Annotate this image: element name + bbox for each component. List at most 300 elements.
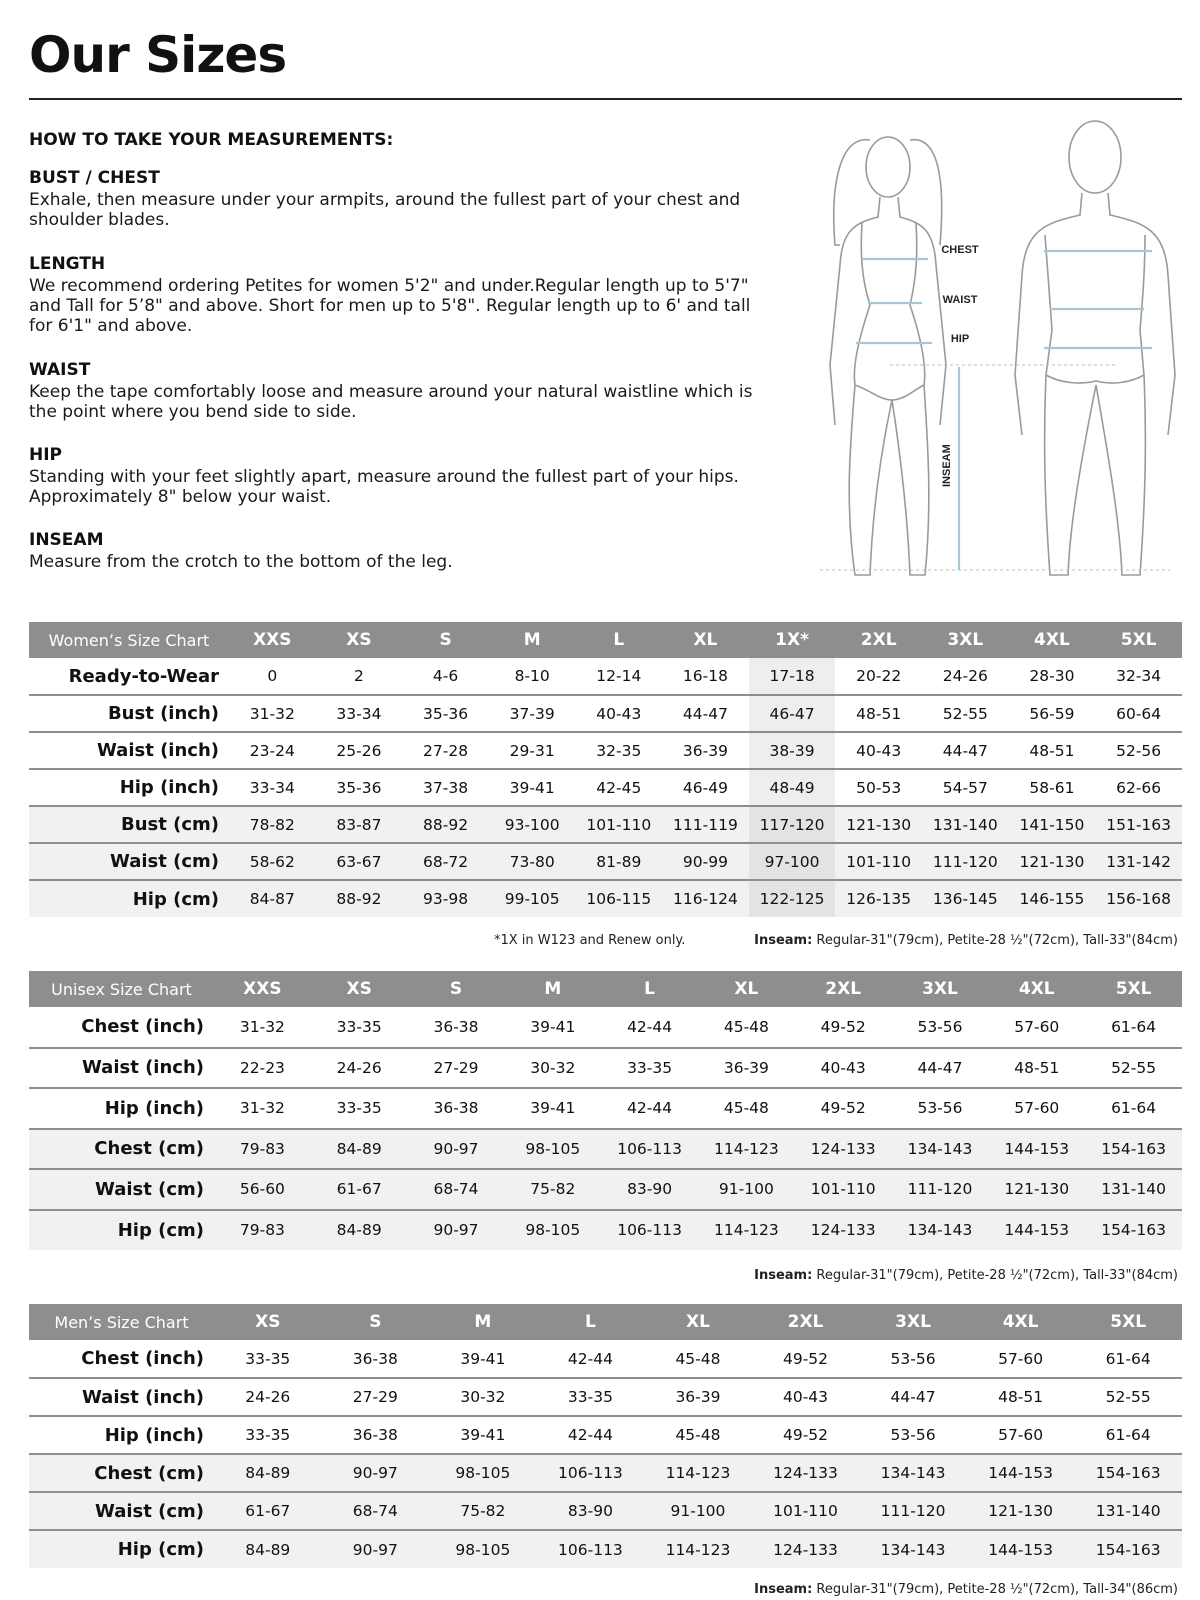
table-header-row bbox=[29, 1304, 1182, 1340]
section-heading: WAIST bbox=[29, 360, 91, 380]
size-header: 5XL bbox=[1095, 622, 1182, 658]
size-value: 48-49 bbox=[749, 769, 836, 806]
size-value: 27-28 bbox=[402, 732, 489, 769]
size-value: 58-61 bbox=[1009, 769, 1096, 806]
size-header: XXS bbox=[214, 971, 311, 1007]
size-header: 4XL bbox=[967, 1304, 1075, 1340]
size-value: 134-143 bbox=[892, 1129, 989, 1170]
size-value: 106-113 bbox=[601, 1129, 698, 1170]
size-value: 131-140 bbox=[1074, 1492, 1182, 1530]
size-value: 61-67 bbox=[214, 1492, 322, 1530]
size-header: XS bbox=[214, 1304, 322, 1340]
section-bust-chest bbox=[29, 168, 769, 230]
size-value: 33-35 bbox=[214, 1416, 322, 1454]
section-text: Exhale, then measure under your armpits, around the fullest part of your chest and shoulder blades. bbox=[29, 190, 741, 230]
size-value: 106-113 bbox=[537, 1454, 645, 1492]
size-value: 42-44 bbox=[537, 1416, 645, 1454]
size-header: XS bbox=[311, 971, 408, 1007]
size-value: 57-60 bbox=[967, 1416, 1075, 1454]
size-header: XXS bbox=[229, 622, 316, 658]
row-label: Bust (cm) bbox=[29, 806, 229, 843]
size-value: 106-113 bbox=[537, 1530, 645, 1568]
size-value: 36-39 bbox=[698, 1048, 795, 1089]
female-figure-icon bbox=[830, 137, 946, 575]
size-value: 88-92 bbox=[402, 806, 489, 843]
size-value: 35-36 bbox=[316, 769, 403, 806]
table-row bbox=[29, 1210, 1182, 1251]
row-label: Waist (cm) bbox=[29, 843, 229, 880]
size-value: 40-43 bbox=[795, 1048, 892, 1089]
size-value: 90-97 bbox=[322, 1530, 430, 1568]
table-row bbox=[29, 843, 1182, 880]
size-header: 2XL bbox=[795, 971, 892, 1007]
size-value: 45-48 bbox=[698, 1007, 795, 1048]
size-value: 52-56 bbox=[1095, 732, 1182, 769]
size-value: 90-97 bbox=[408, 1210, 505, 1251]
row-label: Hip (cm) bbox=[29, 1210, 214, 1251]
size-value: 114-123 bbox=[644, 1530, 752, 1568]
section-heading: HIP bbox=[29, 445, 63, 465]
size-value: 44-47 bbox=[662, 695, 749, 732]
size-value: 53-56 bbox=[892, 1007, 989, 1048]
size-value: 46-49 bbox=[662, 769, 749, 806]
size-value: 23-24 bbox=[229, 732, 316, 769]
size-value: 121-130 bbox=[967, 1492, 1075, 1530]
size-value: 39-41 bbox=[489, 769, 576, 806]
size-value: 45-48 bbox=[644, 1340, 752, 1378]
size-value: 84-89 bbox=[214, 1530, 322, 1568]
size-value: 61-64 bbox=[1085, 1088, 1182, 1129]
page-title: Our Sizes bbox=[29, 26, 287, 84]
size-value: 27-29 bbox=[322, 1378, 430, 1416]
size-value: 22-23 bbox=[214, 1048, 311, 1089]
row-label: Waist (inch) bbox=[29, 732, 229, 769]
section-text: Measure from the crotch to the bottom of the leg. bbox=[29, 552, 453, 572]
table-row bbox=[29, 769, 1182, 806]
table-row bbox=[29, 806, 1182, 843]
size-value: 114-123 bbox=[644, 1454, 752, 1492]
size-header: S bbox=[402, 622, 489, 658]
table-header-row bbox=[29, 971, 1182, 1007]
size-value: 36-39 bbox=[662, 732, 749, 769]
size-value: 136-145 bbox=[922, 880, 1009, 917]
size-header: 4XL bbox=[988, 971, 1085, 1007]
size-value: 8-10 bbox=[489, 658, 576, 695]
inseam-note bbox=[754, 1268, 1178, 1283]
size-value: 49-52 bbox=[752, 1416, 860, 1454]
size-value: 90-97 bbox=[408, 1129, 505, 1170]
size-value: 91-100 bbox=[698, 1169, 795, 1210]
size-value: 134-143 bbox=[892, 1210, 989, 1251]
size-value: 83-90 bbox=[601, 1169, 698, 1210]
size-value: 37-38 bbox=[402, 769, 489, 806]
measurement-lines bbox=[856, 251, 1152, 570]
size-value: 36-39 bbox=[644, 1378, 752, 1416]
size-value: 48-51 bbox=[835, 695, 922, 732]
size-value: 42-45 bbox=[576, 769, 663, 806]
row-label: Chest (inch) bbox=[29, 1007, 214, 1048]
size-value: 124-133 bbox=[795, 1129, 892, 1170]
size-value: 124-133 bbox=[752, 1530, 860, 1568]
size-value: 31-32 bbox=[214, 1007, 311, 1048]
size-value: 35-36 bbox=[402, 695, 489, 732]
size-value: 154-163 bbox=[1074, 1454, 1182, 1492]
size-value: 33-35 bbox=[601, 1048, 698, 1089]
size-value: 101-110 bbox=[752, 1492, 860, 1530]
size-value: 84-89 bbox=[311, 1210, 408, 1251]
row-label: Chest (inch) bbox=[29, 1340, 214, 1378]
size-value: 79-83 bbox=[214, 1129, 311, 1170]
size-value: 36-38 bbox=[408, 1007, 505, 1048]
size-value: 68-72 bbox=[402, 843, 489, 880]
size-value: 57-60 bbox=[988, 1088, 1085, 1129]
size-header: 5XL bbox=[1085, 971, 1182, 1007]
size-value: 52-55 bbox=[1085, 1048, 1182, 1089]
table-row bbox=[29, 880, 1182, 917]
section-text: Keep the tape comfortably loose and measure around your natural waistline which is the point where you bend side to side. bbox=[29, 382, 753, 422]
size-value: 44-47 bbox=[859, 1378, 967, 1416]
size-header: XL bbox=[698, 971, 795, 1007]
size-value: 48-51 bbox=[988, 1048, 1085, 1089]
inseam-label: INSEAM bbox=[941, 444, 953, 487]
size-value: 84-89 bbox=[214, 1454, 322, 1492]
size-header: L bbox=[537, 1304, 645, 1340]
size-value: 12-14 bbox=[576, 658, 663, 695]
size-value: 114-123 bbox=[698, 1129, 795, 1170]
size-header: S bbox=[408, 971, 505, 1007]
size-value: 88-92 bbox=[316, 880, 403, 917]
size-value: 24-26 bbox=[214, 1378, 322, 1416]
size-value: 38-39 bbox=[749, 732, 836, 769]
size-value: 144-153 bbox=[967, 1454, 1075, 1492]
size-value: 30-32 bbox=[504, 1048, 601, 1089]
size-value: 121-130 bbox=[988, 1169, 1085, 1210]
size-value: 144-153 bbox=[988, 1129, 1085, 1170]
size-value: 90-97 bbox=[322, 1454, 430, 1492]
size-value: 33-35 bbox=[311, 1088, 408, 1129]
size-header: 4XL bbox=[1009, 622, 1096, 658]
row-label: Bust (inch) bbox=[29, 695, 229, 732]
size-value: 60-64 bbox=[1095, 695, 1182, 732]
size-value: 68-74 bbox=[322, 1492, 430, 1530]
table-row bbox=[29, 1088, 1182, 1129]
size-value: 122-125 bbox=[749, 880, 836, 917]
size-value: 61-67 bbox=[311, 1169, 408, 1210]
row-label: Chest (cm) bbox=[29, 1129, 214, 1170]
size-value: 50-53 bbox=[835, 769, 922, 806]
inseam-note-label: Inseam: bbox=[754, 1268, 813, 1283]
size-value: 33-34 bbox=[229, 769, 316, 806]
table-row bbox=[29, 1340, 1182, 1378]
size-value: 48-51 bbox=[967, 1378, 1075, 1416]
size-value: 33-35 bbox=[311, 1007, 408, 1048]
size-value: 78-82 bbox=[229, 806, 316, 843]
size-value: 131-142 bbox=[1095, 843, 1182, 880]
size-value: 61-64 bbox=[1085, 1007, 1182, 1048]
size-value: 106-113 bbox=[601, 1210, 698, 1251]
section-inseam bbox=[29, 530, 769, 572]
size-value: 53-56 bbox=[859, 1416, 967, 1454]
size-header: 3XL bbox=[859, 1304, 967, 1340]
size-value: 40-43 bbox=[576, 695, 663, 732]
table-row bbox=[29, 1169, 1182, 1210]
size-value: 81-89 bbox=[576, 843, 663, 880]
size-value: 40-43 bbox=[752, 1378, 860, 1416]
size-value: 30-32 bbox=[429, 1378, 537, 1416]
size-value: 45-48 bbox=[698, 1088, 795, 1129]
size-value: 20-22 bbox=[835, 658, 922, 695]
size-value: 126-135 bbox=[835, 880, 922, 917]
size-value: 45-48 bbox=[644, 1416, 752, 1454]
size-value: 156-168 bbox=[1095, 880, 1182, 917]
table-row bbox=[29, 732, 1182, 769]
size-value: 36-38 bbox=[408, 1088, 505, 1129]
size-header: L bbox=[576, 622, 663, 658]
row-label: Ready-to-Wear bbox=[29, 658, 229, 695]
inseam-note-label: Inseam: bbox=[754, 1582, 813, 1597]
size-value: 111-120 bbox=[892, 1169, 989, 1210]
size-header: XL bbox=[662, 622, 749, 658]
size-value: 121-130 bbox=[1009, 843, 1096, 880]
table-row bbox=[29, 1530, 1182, 1568]
row-label: Hip (cm) bbox=[29, 880, 229, 917]
inseam-note bbox=[754, 1582, 1178, 1597]
size-header: M bbox=[504, 971, 601, 1007]
size-value: 52-55 bbox=[922, 695, 1009, 732]
size-value: 131-140 bbox=[1085, 1169, 1182, 1210]
size-value: 124-133 bbox=[795, 1210, 892, 1251]
size-value: 54-57 bbox=[922, 769, 1009, 806]
table-row bbox=[29, 1129, 1182, 1170]
size-value: 99-105 bbox=[489, 880, 576, 917]
size-value: 56-59 bbox=[1009, 695, 1096, 732]
row-label: Hip (cm) bbox=[29, 1530, 214, 1568]
size-value: 101-110 bbox=[576, 806, 663, 843]
size-header: 2XL bbox=[835, 622, 922, 658]
size-value: 61-64 bbox=[1074, 1340, 1182, 1378]
size-value: 33-35 bbox=[214, 1340, 322, 1378]
size-value: 4-6 bbox=[402, 658, 489, 695]
inseam-note-text: Regular-31"(79cm), Petite-28 ½"(72cm), Tall-33"(84cm) bbox=[816, 933, 1178, 948]
section-heading: BUST / CHEST bbox=[29, 168, 160, 188]
size-value: 53-56 bbox=[859, 1340, 967, 1378]
table-header-row bbox=[29, 622, 1182, 658]
section-text: Standing with your feet slightly apart, measure around the fullest part of your hips. Approximately 8" below your waist. bbox=[29, 467, 739, 507]
measurements-heading: HOW TO TAKE YOUR MEASUREMENTS: bbox=[29, 130, 394, 150]
size-value: 75-82 bbox=[429, 1492, 537, 1530]
size-value: 73-80 bbox=[489, 843, 576, 880]
size-value: 97-100 bbox=[749, 843, 836, 880]
size-value: 32-34 bbox=[1095, 658, 1182, 695]
table-row bbox=[29, 658, 1182, 695]
inseam-note-text: Regular-31"(79cm), Petite-28 ½"(72cm), Tall-33"(84cm) bbox=[816, 1268, 1178, 1283]
row-label: Hip (inch) bbox=[29, 769, 229, 806]
size-header: XS bbox=[316, 622, 403, 658]
size-value: 134-143 bbox=[859, 1454, 967, 1492]
size-value: 84-87 bbox=[229, 880, 316, 917]
size-header: 5XL bbox=[1074, 1304, 1182, 1340]
chest-label: CHEST bbox=[941, 244, 979, 256]
table-row bbox=[29, 1048, 1182, 1089]
size-value: 36-38 bbox=[322, 1340, 430, 1378]
size-value: 151-163 bbox=[1095, 806, 1182, 843]
size-value: 154-163 bbox=[1085, 1129, 1182, 1170]
size-value: 144-153 bbox=[967, 1530, 1075, 1568]
size-value: 42-44 bbox=[601, 1088, 698, 1129]
inseam-note-label: Inseam: bbox=[754, 933, 813, 948]
size-chart-table bbox=[29, 1304, 1182, 1568]
size-header: 3XL bbox=[892, 971, 989, 1007]
size-value: 124-133 bbox=[752, 1454, 860, 1492]
chart-title: Unisex Size Chart bbox=[29, 971, 214, 1007]
section-hip bbox=[29, 445, 769, 507]
section-text: We recommend ordering Petites for women 5'2" and under.Regular length up to 5'7" and Tall for 5’8" and above. Short for men up to 5'8". Regular length up to 6' and tall for 6'1" and above. bbox=[29, 276, 751, 336]
size-value: 42-44 bbox=[601, 1007, 698, 1048]
size-value: 84-89 bbox=[311, 1129, 408, 1170]
size-header: 1X* bbox=[749, 622, 836, 658]
size-value: 111-120 bbox=[922, 843, 1009, 880]
size-value: 16-18 bbox=[662, 658, 749, 695]
size-value: 83-90 bbox=[537, 1492, 645, 1530]
size-value: 39-41 bbox=[429, 1340, 537, 1378]
size-value: 49-52 bbox=[752, 1340, 860, 1378]
size-value: 141-150 bbox=[1009, 806, 1096, 843]
size-value: 61-64 bbox=[1074, 1416, 1182, 1454]
size-value: 58-62 bbox=[229, 843, 316, 880]
size-value: 39-41 bbox=[504, 1007, 601, 1048]
size-value: 44-47 bbox=[892, 1048, 989, 1089]
table-row bbox=[29, 1492, 1182, 1530]
section-heading: INSEAM bbox=[29, 530, 104, 550]
size-value: 42-44 bbox=[537, 1340, 645, 1378]
size-header: L bbox=[601, 971, 698, 1007]
body-measurement-illustration bbox=[800, 105, 1190, 595]
size-value: 28-30 bbox=[1009, 658, 1096, 695]
inseam-note-text: Regular-31"(79cm), Petite-28 ½"(72cm), Tall-34"(86cm) bbox=[816, 1582, 1178, 1597]
size-value: 101-110 bbox=[795, 1169, 892, 1210]
footnote: *1X in W123 and Renew only. bbox=[494, 933, 686, 948]
table-row bbox=[29, 1007, 1182, 1048]
size-value: 98-105 bbox=[429, 1454, 537, 1492]
size-value: 111-120 bbox=[859, 1492, 967, 1530]
waist-label: WAIST bbox=[942, 294, 978, 306]
size-value: 83-87 bbox=[316, 806, 403, 843]
size-value: 114-123 bbox=[698, 1210, 795, 1251]
size-value: 24-26 bbox=[922, 658, 1009, 695]
row-label: Waist (inch) bbox=[29, 1048, 214, 1089]
size-value: 56-60 bbox=[214, 1169, 311, 1210]
size-value: 39-41 bbox=[429, 1416, 537, 1454]
size-value: 57-60 bbox=[967, 1340, 1075, 1378]
size-value: 63-67 bbox=[316, 843, 403, 880]
size-value: 46-47 bbox=[749, 695, 836, 732]
size-header: 3XL bbox=[922, 622, 1009, 658]
size-value: 40-43 bbox=[835, 732, 922, 769]
size-value: 93-98 bbox=[402, 880, 489, 917]
size-value: 131-140 bbox=[922, 806, 1009, 843]
size-value: 0 bbox=[229, 658, 316, 695]
size-value: 106-115 bbox=[576, 880, 663, 917]
size-value: 31-32 bbox=[214, 1088, 311, 1129]
inseam-note bbox=[754, 933, 1178, 948]
size-value: 49-52 bbox=[795, 1007, 892, 1048]
row-label: Hip (inch) bbox=[29, 1088, 214, 1129]
size-value: 29-31 bbox=[489, 732, 576, 769]
table-row bbox=[29, 1378, 1182, 1416]
size-value: 90-99 bbox=[662, 843, 749, 880]
section-waist bbox=[29, 360, 769, 422]
size-value: 25-26 bbox=[316, 732, 403, 769]
size-value: 98-105 bbox=[429, 1530, 537, 1568]
size-value: 52-55 bbox=[1074, 1378, 1182, 1416]
size-value: 111-119 bbox=[662, 806, 749, 843]
size-value: 121-130 bbox=[835, 806, 922, 843]
table-row bbox=[29, 1454, 1182, 1492]
size-value: 146-155 bbox=[1009, 880, 1096, 917]
size-value: 24-26 bbox=[311, 1048, 408, 1089]
size-value: 27-29 bbox=[408, 1048, 505, 1089]
section-length bbox=[29, 254, 769, 336]
size-value: 154-163 bbox=[1085, 1210, 1182, 1251]
size-value: 101-110 bbox=[835, 843, 922, 880]
table-row bbox=[29, 695, 1182, 732]
size-value: 98-105 bbox=[504, 1210, 601, 1251]
size-value: 33-35 bbox=[537, 1378, 645, 1416]
size-chart-table bbox=[29, 622, 1182, 917]
size-value: 57-60 bbox=[988, 1007, 1085, 1048]
size-value: 154-163 bbox=[1074, 1530, 1182, 1568]
size-value: 93-100 bbox=[489, 806, 576, 843]
size-value: 75-82 bbox=[504, 1169, 601, 1210]
table-row bbox=[29, 1416, 1182, 1454]
size-value: 17-18 bbox=[749, 658, 836, 695]
size-value: 79-83 bbox=[214, 1210, 311, 1251]
title-divider bbox=[29, 98, 1182, 100]
size-value: 134-143 bbox=[859, 1530, 967, 1568]
size-header: 2XL bbox=[752, 1304, 860, 1340]
hip-label: HIP bbox=[950, 333, 970, 345]
chart-title: Men’s Size Chart bbox=[29, 1304, 214, 1340]
section-heading: LENGTH bbox=[29, 254, 106, 274]
size-value: 91-100 bbox=[644, 1492, 752, 1530]
row-label: Waist (inch) bbox=[29, 1378, 214, 1416]
size-value: 144-153 bbox=[988, 1210, 1085, 1251]
size-value: 49-52 bbox=[795, 1088, 892, 1129]
size-value: 44-47 bbox=[922, 732, 1009, 769]
row-label: Waist (cm) bbox=[29, 1169, 214, 1210]
size-header: S bbox=[322, 1304, 430, 1340]
size-value: 32-35 bbox=[576, 732, 663, 769]
size-chart-table bbox=[29, 971, 1182, 1250]
size-value: 33-34 bbox=[316, 695, 403, 732]
size-value: 37-39 bbox=[489, 695, 576, 732]
size-value: 53-56 bbox=[892, 1088, 989, 1129]
size-header: M bbox=[429, 1304, 537, 1340]
row-label: Chest (cm) bbox=[29, 1454, 214, 1492]
size-value: 36-38 bbox=[322, 1416, 430, 1454]
size-value: 62-66 bbox=[1095, 769, 1182, 806]
size-header: M bbox=[489, 622, 576, 658]
size-value: 31-32 bbox=[229, 695, 316, 732]
size-value: 39-41 bbox=[504, 1088, 601, 1129]
size-value: 117-120 bbox=[749, 806, 836, 843]
size-value: 48-51 bbox=[1009, 732, 1096, 769]
row-label: Hip (inch) bbox=[29, 1416, 214, 1454]
row-label: Waist (cm) bbox=[29, 1492, 214, 1530]
size-value: 98-105 bbox=[504, 1129, 601, 1170]
size-value: 68-74 bbox=[408, 1169, 505, 1210]
size-value: 116-124 bbox=[662, 880, 749, 917]
